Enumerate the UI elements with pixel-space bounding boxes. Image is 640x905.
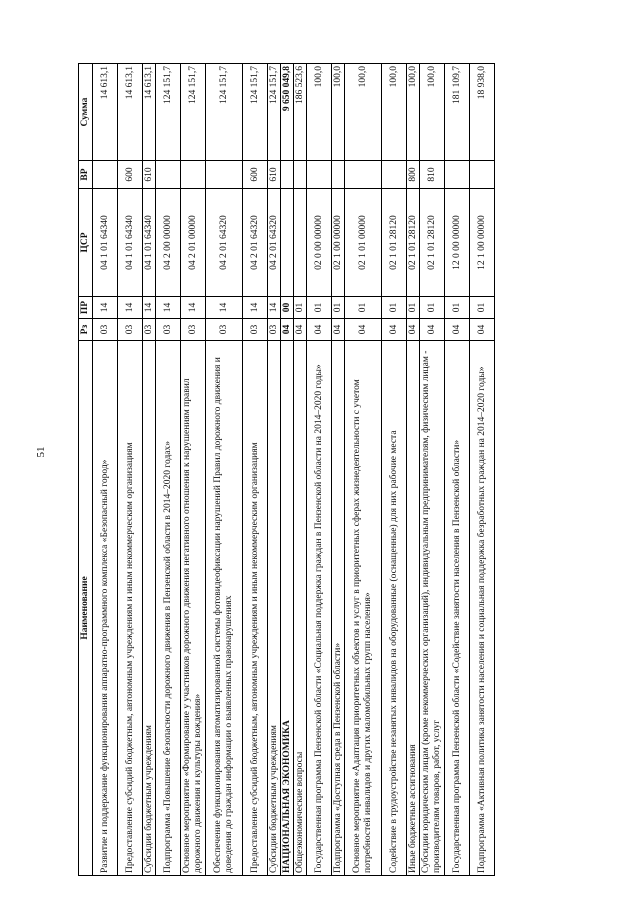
table-row <box>156 64 181 876</box>
cell-csr: 04 1 01 64340 <box>118 189 143 297</box>
cell-name: Подпрограмма «Повышение безопасности дорожного движения в Пензенской области в 2014–2020 годах» <box>156 341 181 876</box>
cell-rz: 03 <box>243 319 268 341</box>
table-row <box>118 64 143 876</box>
cell-name: Субсидии бюджетным учреждениям <box>268 341 281 876</box>
cell-name: Предоставление субсидий бюджетным, автономным учреждениям и иным некоммерческим организациям <box>118 341 143 876</box>
cell-rz: 04 <box>294 319 307 341</box>
cell-vr <box>445 161 470 189</box>
cell-pr: 14 <box>268 297 281 319</box>
cell-pr: 01 <box>382 297 407 319</box>
cell-vr <box>294 161 307 189</box>
cell-csr: 04 1 01 64340 <box>143 189 156 297</box>
cell-name: Предоставление субсидий бюджетным, автономным учреждениям и иным некоммерческим организациям <box>243 341 268 876</box>
budget-table <box>78 63 495 876</box>
cell-sum: 14 613,1 <box>118 64 143 161</box>
table-row <box>307 64 332 876</box>
cell-pr: 01 <box>294 297 307 319</box>
cell-sum: 14 613,1 <box>93 64 118 161</box>
table-row <box>420 64 445 876</box>
cell-vr <box>281 161 294 189</box>
cell-csr: 02 1 00 00000 <box>332 189 345 297</box>
cell-pr: 01 <box>307 297 332 319</box>
cell-name: Субсидии бюджетным учреждениям <box>143 341 156 876</box>
cell-sum: 14 613,1 <box>143 64 156 161</box>
cell-rz: 04 <box>407 319 420 341</box>
cell-csr: 04 2 01 64320 <box>243 189 268 297</box>
table-row <box>93 64 118 876</box>
cell-csr: 02 1 01 00000 <box>345 189 382 297</box>
cell-csr: 04 1 01 64340 <box>93 189 118 297</box>
cell-csr: 12 0 00 00000 <box>445 189 470 297</box>
header-pr: ПР <box>79 297 93 319</box>
cell-sum: 124 151,7 <box>206 64 243 161</box>
cell-vr: 610 <box>143 161 156 189</box>
cell-pr: 01 <box>345 297 382 319</box>
cell-sum: 124 151,7 <box>181 64 206 161</box>
cell-sum: 124 151,7 <box>156 64 181 161</box>
cell-sum: 181 109,7 <box>445 64 470 161</box>
cell-csr: 04 2 01 00000 <box>181 189 206 297</box>
page-number: 51 <box>35 446 47 458</box>
header-sum: Сумма <box>79 64 93 161</box>
cell-name: Иные бюджетные ассигнования <box>407 341 420 876</box>
cell-pr: 01 <box>470 297 495 319</box>
cell-name: Основное мероприятие «Адаптация приоритетных объектов и услуг в приоритетных сферах жизнедеятельности с учетом потребностей инвалидов и других маломобильных групп населения» <box>345 341 382 876</box>
header-rz: Рз <box>79 319 93 341</box>
cell-vr <box>345 161 382 189</box>
cell-rz: 03 <box>143 319 156 341</box>
table-row <box>243 64 268 876</box>
cell-sum: 100,0 <box>420 64 445 161</box>
table-row <box>294 64 307 876</box>
table-row <box>382 64 407 876</box>
cell-name: Обеспечение функционирования автоматизированной системы фотовидеофиксации нарушений Правил дорожного движения и доведения до граждан информации о выявленных правонарушениях <box>206 341 243 876</box>
cell-pr: 14 <box>156 297 181 319</box>
cell-rz: 04 <box>382 319 407 341</box>
cell-rz: 04 <box>332 319 345 341</box>
table-row <box>407 64 420 876</box>
cell-vr: 810 <box>420 161 445 189</box>
cell-vr <box>470 161 495 189</box>
cell-pr: 14 <box>243 297 268 319</box>
cell-name: Общеэкономические вопросы <box>294 341 307 876</box>
cell-sum: 100,0 <box>332 64 345 161</box>
table-row <box>206 64 243 876</box>
cell-vr <box>332 161 345 189</box>
cell-sum: 100,0 <box>307 64 332 161</box>
cell-sum: 124 151,7 <box>243 64 268 161</box>
table-row <box>470 64 495 876</box>
cell-vr <box>181 161 206 189</box>
table-row <box>332 64 345 876</box>
cell-vr: 800 <box>407 161 420 189</box>
cell-pr: 14 <box>118 297 143 319</box>
cell-csr: 02 0 00 00000 <box>307 189 332 297</box>
cell-pr: 14 <box>143 297 156 319</box>
cell-sum: 100,0 <box>382 64 407 161</box>
cell-csr: 04 2 00 00000 <box>156 189 181 297</box>
cell-csr: 02 1 01 28120 <box>420 189 445 297</box>
header-csr: ЦСР <box>79 189 93 297</box>
cell-vr: 610 <box>268 161 281 189</box>
table-row <box>181 64 206 876</box>
cell-rz: 04 <box>281 319 294 341</box>
cell-sum: 18 938,0 <box>470 64 495 161</box>
header-name: Наименование <box>79 341 93 876</box>
cell-rz: 03 <box>156 319 181 341</box>
cell-pr: 01 <box>420 297 445 319</box>
cell-vr <box>206 161 243 189</box>
table-header-row <box>79 64 93 876</box>
table-row <box>268 64 281 876</box>
table-row-section <box>281 64 294 876</box>
cell-pr: 01 <box>407 297 420 319</box>
cell-vr <box>382 161 407 189</box>
cell-rz: 03 <box>118 319 143 341</box>
cell-rz: 03 <box>93 319 118 341</box>
cell-csr <box>294 189 307 297</box>
cell-csr: 02 1 01 28120 <box>382 189 407 297</box>
cell-rz: 03 <box>206 319 243 341</box>
cell-name: Содействие в трудоустройстве незанятых инвалидов на оборудованные (оснащенные) для них рабочие места <box>382 341 407 876</box>
cell-sum: 100,0 <box>407 64 420 161</box>
cell-csr: 12 1 00 00000 <box>470 189 495 297</box>
cell-pr: 14 <box>181 297 206 319</box>
cell-pr: 01 <box>332 297 345 319</box>
cell-pr: 14 <box>206 297 243 319</box>
cell-csr <box>281 189 294 297</box>
cell-csr: 02 1 01 28120 <box>407 189 420 297</box>
cell-vr <box>307 161 332 189</box>
cell-name: Государственная программа Пензенской области «Социальная поддержка граждан в Пензенской области на 2014–2020 годы» <box>307 341 332 876</box>
rotated-table-container <box>78 64 574 876</box>
cell-name: Основное мероприятие «Формирование у участников дорожного движения негативного отношения к нарушениям правил дорожного движения и культуры вождения» <box>181 341 206 876</box>
cell-name: Государственная программа Пензенской области «Содействие занятости населения в Пензенской области» <box>445 341 470 876</box>
table-row <box>345 64 382 876</box>
cell-pr: 14 <box>93 297 118 319</box>
cell-rz: 04 <box>307 319 332 341</box>
table-row <box>143 64 156 876</box>
cell-rz: 04 <box>445 319 470 341</box>
cell-sum: 100,0 <box>345 64 382 161</box>
cell-pr: 01 <box>445 297 470 319</box>
cell-sum: 9 650 049,8 <box>281 64 294 161</box>
cell-vr: 600 <box>118 161 143 189</box>
cell-csr: 04 2 01 64320 <box>206 189 243 297</box>
cell-sum: 124 151,7 <box>268 64 281 161</box>
cell-csr: 04 2 01 64320 <box>268 189 281 297</box>
cell-name: Субсидии юридическим лицам (кроме некоммерческих организаций), индивидуальным предпринимателям, физическим лицам - производителям товаров, работ, услуг <box>420 341 445 876</box>
cell-rz: 03 <box>268 319 281 341</box>
cell-name: Подпрограмма «Активная политика занятости населения и социальная поддержка безработных граждан на 2014–2020 годы» <box>470 341 495 876</box>
cell-rz: 04 <box>345 319 382 341</box>
cell-vr <box>93 161 118 189</box>
cell-vr: 600 <box>243 161 268 189</box>
header-vr: ВР <box>79 161 93 189</box>
cell-sum: 186 523,6 <box>294 64 307 161</box>
cell-pr: 00 <box>281 297 294 319</box>
cell-rz: 03 <box>181 319 206 341</box>
cell-name: Подпрограмма «Доступная среда в Пензенской области» <box>332 341 345 876</box>
cell-name: Развитие и поддержание функционирования аппаратно-программного комплекса «Безопасный город» <box>93 341 118 876</box>
cell-name: НАЦИОНАЛЬНАЯ ЭКОНОМИКА <box>281 341 294 876</box>
cell-rz: 04 <box>470 319 495 341</box>
table-row <box>445 64 470 876</box>
cell-rz: 04 <box>420 319 445 341</box>
cell-vr <box>156 161 181 189</box>
